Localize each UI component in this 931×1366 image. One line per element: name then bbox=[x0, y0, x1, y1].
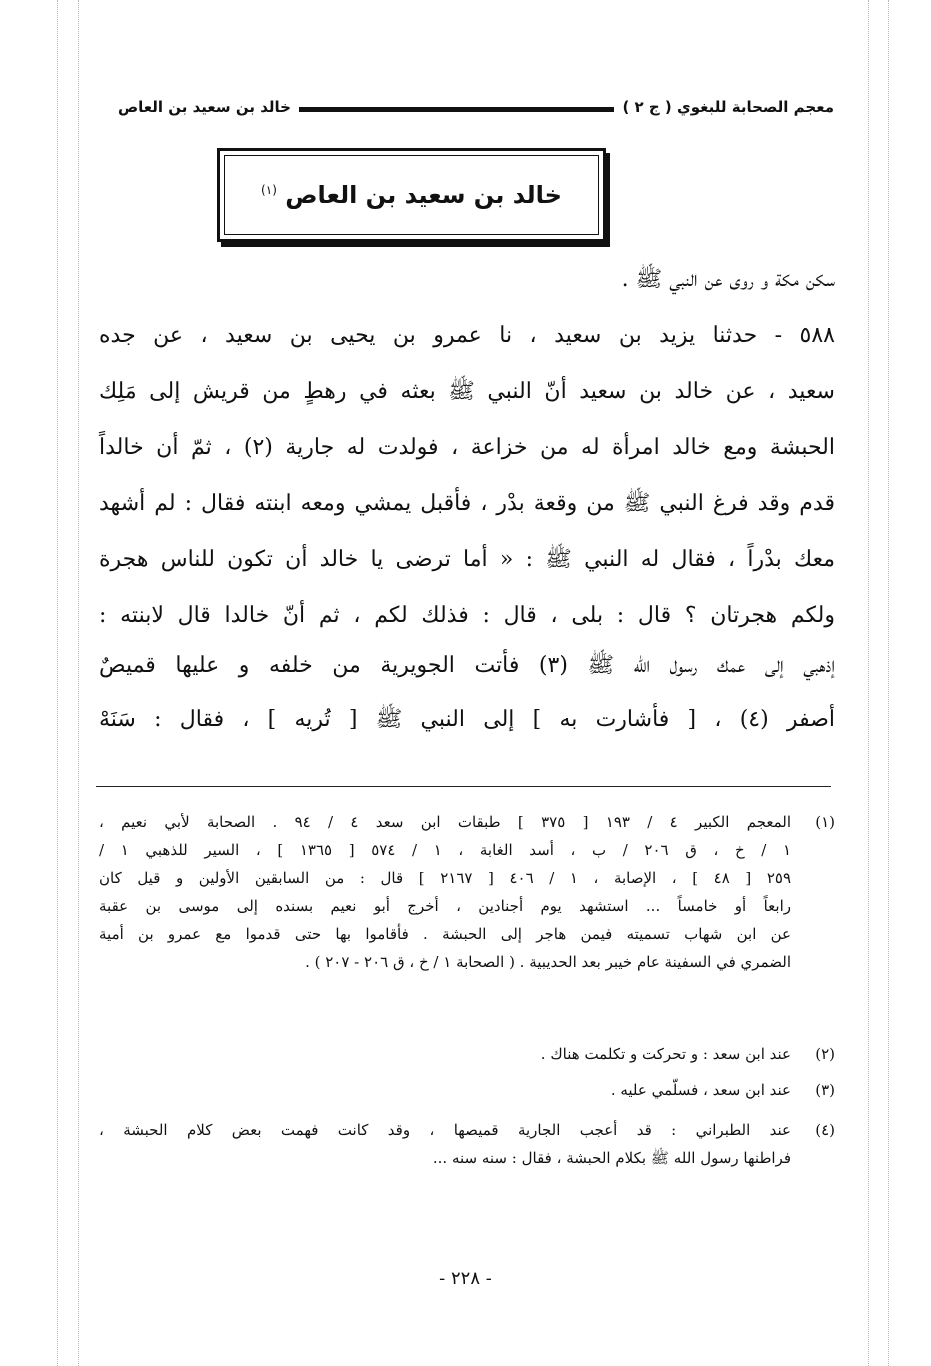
body-line: ٥٨٨ - حدثنا يزيد بن سعيد ، نا عمرو بن يحيى بن سعيد ، عن جده bbox=[99, 323, 835, 348]
footnote-text bbox=[99, 1116, 791, 1172]
body-line: الحبشة ومع خالد امرأة له من خزاعة ، فولدت له جارية (٢) ، ثمّ أن خالداً bbox=[99, 435, 835, 460]
title-footnote-ref: (١) bbox=[261, 183, 277, 197]
margin-guide-line bbox=[868, 0, 869, 1366]
footnote-number: (٢) bbox=[815, 1045, 835, 1063]
body-line: معك بدْراً ، فقال له النبي ﷺ : « أما ترضى يا خالد أن تكون للناس هجرة bbox=[99, 547, 835, 572]
header-right-title: معجم الصحابة للبغوي ( ج ٢ ) bbox=[622, 98, 834, 116]
footnote-line: عن ابن شهاب تسميته فيمن هاجر إلى الحبشة . فأقاموا بها حتى قدموا مع عمرو بن أمية bbox=[99, 925, 791, 943]
footnote-number: (٣) bbox=[815, 1081, 835, 1099]
footnote-line: ١ / خ ، ق ٢٠٦ / ب ، أسد الغابة ، ١ / ٥٧٤ [ ١٣٦٥ ] ، السير للذهبي ١ / bbox=[99, 841, 792, 859]
footnote-text bbox=[99, 1040, 791, 1068]
body-line: إذهبي إلى عمك رسول الله ﷺ (٣) فأتت الجويرية من خلفه و عليها قميصٌ bbox=[99, 653, 835, 678]
chapter-title-box bbox=[217, 148, 606, 242]
body-line: ولكم هجرتان ؟ قال : بلى ، قال : فذلك لكم ، ثم أنّ خالدا قال لابنته : bbox=[99, 603, 835, 628]
footnote-number: (١) bbox=[815, 813, 835, 831]
footnote-line: ٢٥٩ [ ٤٨ ] ، الإصابة ، ١ / ٤٠٦ [ ٢١٦٧ ] قال : من السابقين الأولين و قيل كان bbox=[99, 869, 791, 887]
footnote-line: رابعاً أو خامساً ... استشهد يوم أجنادين ، أخرج أبو نعيم بسنده إلى موسى بن عقبة bbox=[99, 897, 791, 915]
footnote-line: عند ابن سعد : و تحركت و تكلمت هناك . bbox=[540, 1045, 791, 1063]
margin-guide-line bbox=[78, 0, 79, 1366]
margin-guide-line bbox=[888, 0, 889, 1366]
chapter-title-text: خالد بن سعيد بن العاص bbox=[285, 181, 562, 209]
body-line: سعيد ، عن خالد بن سعيد أنّ النبي ﷺ بعثه في رهطٍ من قريش إلى مَلِك bbox=[99, 379, 835, 404]
footnote-text bbox=[99, 808, 791, 976]
footnote bbox=[99, 1076, 835, 1104]
body-line: قدم وقد فرغ النبي ﷺ من وقعة بدْر ، فأقبل يمشي ومعه ابنته فقال : لم أشهد bbox=[99, 491, 835, 516]
footnote-line: الضمري في السفينة عام خيبر بعد الحديبية . ( الصحابة ١ / خ ، ق ٢٠٦ - ٢٠٧ ) . bbox=[305, 953, 791, 971]
footnote-separator bbox=[96, 786, 831, 787]
running-header bbox=[118, 92, 834, 122]
body-line: أصفر (٤) ، [ فأشارت به ] إلى النبي ﷺ [ تُريه ] ، فقال : سَنَهْ bbox=[99, 707, 835, 732]
footnote-text bbox=[99, 1076, 791, 1104]
page-number: - ٢٢٨ - bbox=[439, 1268, 492, 1289]
body-line: سكن مكة و روى عن النبي ﷺ . bbox=[621, 267, 835, 292]
footnote-line: عند ابن سعد ، فسلّمي عليه . bbox=[610, 1081, 791, 1099]
footnote-line: المعجم الكبير ٤ / ١٩٣ [ ٣٧٥ ] طبقات ابن سعد ٤ / ٩٤ . الصحابة لأبي نعيم ، bbox=[99, 813, 792, 831]
header-rule bbox=[299, 107, 614, 112]
footnote bbox=[99, 1116, 835, 1172]
footnote-number: (٤) bbox=[815, 1121, 835, 1139]
margin-guide-line bbox=[57, 0, 58, 1366]
footnote-line: عند الطبراني : قد أعجب الجارية قميصها ، وقد كانت فهمت بعض كلام الحبشة ، bbox=[99, 1121, 791, 1139]
footnote bbox=[99, 808, 835, 976]
header-left-title: خالد بن سعيد بن العاص bbox=[118, 98, 291, 116]
chapter-title bbox=[261, 181, 562, 209]
footnote bbox=[99, 1040, 835, 1068]
footnote-line: فراطنها رسول الله ﷺ بكلام الحبشة ، فقال : سنه سنه ... bbox=[432, 1149, 791, 1167]
